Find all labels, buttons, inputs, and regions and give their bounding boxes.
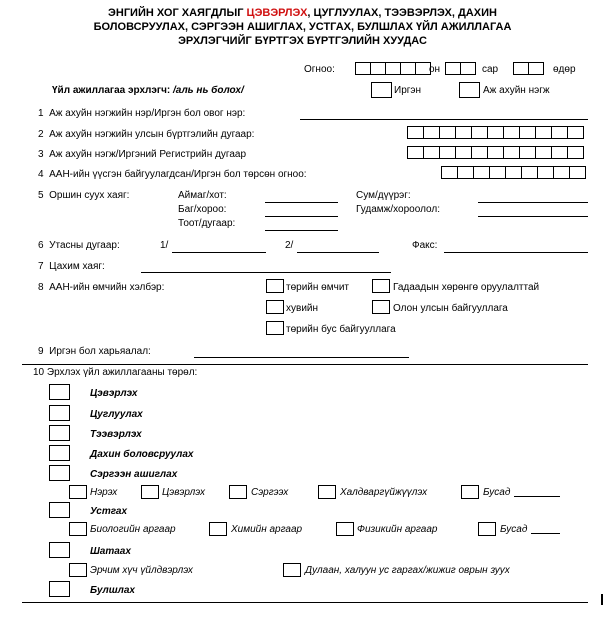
field-8-label: 8 ААН-ийн өмчийн хэлбэр:	[38, 282, 165, 293]
month-input[interactable]	[445, 62, 475, 75]
destroy-chem-checkbox[interactable]	[209, 522, 227, 536]
reuse-clean-checkbox[interactable]	[141, 485, 159, 499]
activity-reuse-checkbox[interactable]	[49, 465, 70, 481]
own-state-checkbox[interactable]	[266, 279, 284, 293]
toot-label: Тоот/дугаар:	[178, 218, 236, 229]
entity-checkbox[interactable]	[459, 82, 480, 98]
reuse-restore-label: Сэргээх	[251, 487, 289, 498]
field-3-label: 3 Аж ахуйн нэгж/Иргэний Регистрийн дугаар	[38, 149, 247, 160]
activity-destroy-label: Устгах	[90, 506, 128, 517]
activity-destroy-checkbox[interactable]	[49, 502, 70, 518]
year-label: он	[429, 64, 441, 75]
bag-line[interactable]	[265, 216, 338, 217]
form-title-line2: БОЛОВСРУУЛАХ, СЭРГЭЭН АШИГЛАХ, УСТГАХ, БУЛШЛАХ ҮЙЛ АЖИЛЛАГАА	[93, 21, 512, 33]
aimag-label: Аймаг/хот:	[178, 190, 227, 201]
sum-label: Сум/дүүрэг:	[356, 190, 411, 201]
reuse-other-label: Бусад	[483, 487, 511, 498]
own-private-label: хувийн	[286, 303, 319, 314]
activity-recycle-label: Дахин боловсруулах	[90, 449, 194, 460]
phone-2-label: 2/	[285, 240, 294, 251]
destroy-other-label: Бусад	[500, 524, 528, 535]
activity-transport-label: Тээвэрлэх	[90, 429, 142, 440]
jurisdiction-line[interactable]	[194, 357, 409, 358]
activity-burn-label: Шатаах	[90, 546, 131, 557]
activity-clean-label: Цэвэрлэх	[90, 388, 138, 399]
field-6-label: 6 Утасны дугаар:	[38, 240, 120, 251]
destroy-other-line[interactable]	[531, 533, 560, 534]
gudamj-line[interactable]	[478, 216, 588, 217]
day-input[interactable]	[513, 62, 543, 75]
citizen-checkbox[interactable]	[371, 82, 392, 98]
text-cursor	[601, 594, 603, 605]
field-9-label: 9 Иргэн бол харьяалал:	[38, 346, 151, 357]
reuse-distill-checkbox[interactable]	[69, 485, 87, 499]
burn-energy-checkbox[interactable]	[69, 563, 87, 577]
phone-2-line[interactable]	[297, 252, 379, 253]
section-divider	[22, 364, 588, 365]
form-title-line1: ЭНГИЙН ХОГ ХАЯГДЛЫГ ЦЭВЭРЛЭХ, ЦУГЛУУЛАХ, ТЭЭВЭРЛЭХ, ДАХИН	[108, 7, 497, 19]
field-2-cells[interactable]	[407, 126, 583, 139]
bag-label: Баг/хороо:	[178, 204, 227, 215]
burn-heat-checkbox[interactable]	[283, 563, 301, 577]
own-private-checkbox[interactable]	[266, 300, 284, 314]
own-intl-label: Олон улсын байгууллага	[393, 303, 508, 314]
destroy-other-checkbox[interactable]	[478, 522, 496, 536]
email-line[interactable]	[141, 272, 391, 273]
reuse-disinfect-label: Халдваргүйжүүлэх	[340, 487, 428, 498]
activity-recycle-checkbox[interactable]	[49, 445, 70, 461]
entity-option-label: Аж ахуйн нэгж	[483, 85, 550, 96]
field-5-label: 5 Оршин суух хаяг:	[38, 190, 130, 201]
field-1-label: 1 Аж ахуйн нэгжийн нэр/Иргэн бол овог нэр:	[38, 108, 246, 119]
destroy-bio-checkbox[interactable]	[69, 522, 87, 536]
activity-bury-label: Булшлах	[90, 585, 135, 596]
aimag-line[interactable]	[265, 202, 338, 203]
bottom-divider	[22, 602, 588, 603]
reuse-disinfect-checkbox[interactable]	[318, 485, 336, 499]
sum-line[interactable]	[478, 202, 588, 203]
reuse-other-checkbox[interactable]	[461, 485, 479, 499]
burn-heat-label: Дулаан, халуун ус гаргах/жижиг оврын зуух	[305, 565, 510, 576]
own-foreign-checkbox[interactable]	[372, 279, 390, 293]
toot-line[interactable]	[265, 230, 338, 231]
year-input[interactable]	[355, 62, 430, 75]
date-label: Огноо:	[304, 64, 335, 75]
reuse-restore-checkbox[interactable]	[229, 485, 247, 499]
activity-burn-checkbox[interactable]	[49, 542, 70, 558]
fax-line[interactable]	[444, 252, 588, 253]
own-foreign-label: Гадаадын хөрөнгө оруулалттай	[393, 282, 540, 293]
gudamj-label: Гудамж/хороолол:	[356, 204, 440, 215]
field-4-cells[interactable]	[441, 166, 585, 179]
form-title-line3: ЭРХЛЭГЧИЙГ БҮРТГЭХ БҮРТГЭЛИЙН ХУУДАС	[178, 35, 427, 47]
title-highlight: ЦЭВЭРЛЭХ	[246, 7, 308, 19]
activity-bury-checkbox[interactable]	[49, 581, 70, 597]
field-10-label: 10 Эрхлэх үйл ажиллагааны төрөл:	[33, 367, 198, 378]
own-ngo-checkbox[interactable]	[266, 321, 284, 335]
destroy-phys-label: Физикийн аргаар	[357, 524, 438, 535]
activity-collect-label: Цуглуулах	[90, 409, 143, 420]
destroy-chem-label: Химийн аргаар	[231, 524, 303, 535]
activity-collect-checkbox[interactable]	[49, 405, 70, 421]
own-state-label: төрийн өмчит	[286, 282, 349, 293]
activity-transport-checkbox[interactable]	[49, 425, 70, 441]
citizen-option-label: Иргэн	[394, 85, 422, 96]
field-7-label: 7 Цахим хаяг:	[38, 261, 105, 272]
reuse-distill-label: Нэрэх	[90, 487, 118, 498]
phone-1-line[interactable]	[172, 252, 266, 253]
activity-clean-checkbox[interactable]	[49, 384, 70, 400]
field-2-label: 2 Аж ахуйн нэгжийн улсын бүртгэлийн дугаар:	[38, 129, 255, 140]
destroy-phys-checkbox[interactable]	[336, 522, 354, 536]
own-ngo-label: төрийн бус байгууллага	[286, 324, 396, 335]
month-label: сар	[482, 64, 499, 75]
operator-label: Үйл ажиллагаа эрхлэгч: /аль нь болох/	[52, 85, 244, 96]
own-intl-checkbox[interactable]	[372, 300, 390, 314]
reuse-other-line[interactable]	[514, 496, 560, 497]
field-3-cells[interactable]	[407, 146, 583, 159]
phone-1-label: 1/	[160, 240, 169, 251]
field-1-line[interactable]	[300, 119, 588, 120]
reuse-clean-label: Цэвэрлэх	[162, 487, 205, 498]
activity-reuse-label: Сэргээн ашиглах	[90, 469, 178, 480]
burn-energy-label: Эрчим хүч үйлдвэрлэх	[90, 565, 193, 576]
field-4-label: 4 ААН-ийн үүсгэн байгуулагдсан/Иргэн бол төрсөн огноо:	[38, 169, 307, 180]
destroy-bio-label: Биологийн аргаар	[90, 524, 176, 535]
day-label: өдөр	[553, 64, 576, 75]
fax-label: Факс:	[412, 240, 438, 251]
